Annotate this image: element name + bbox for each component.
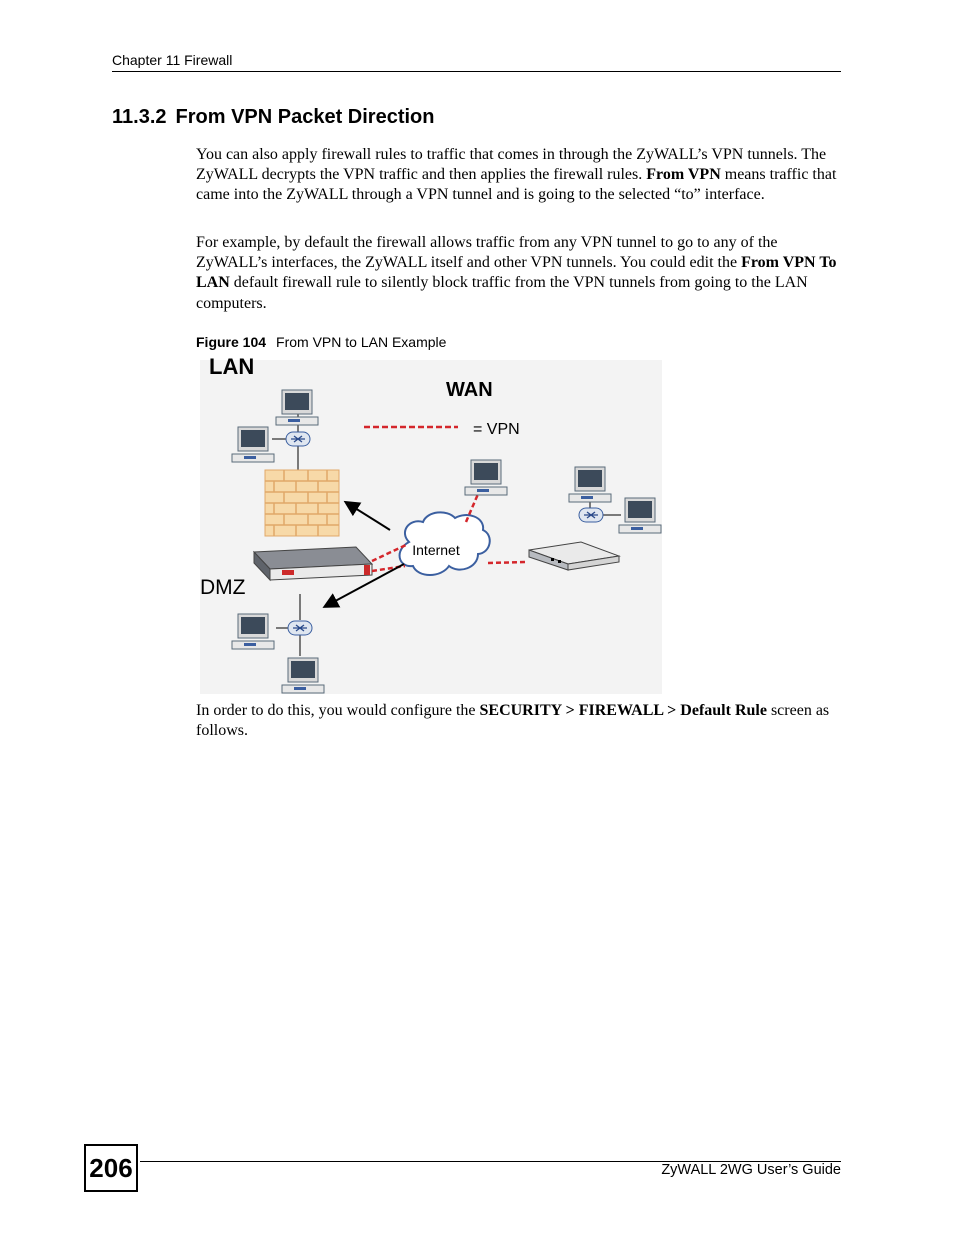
remote-lan-hub-icon [579, 508, 603, 522]
internet-label: Internet [412, 542, 460, 558]
figure-title: From VPN to LAN Example [276, 334, 447, 350]
paragraph-1-text-a: You can also apply firewall rules to traffic that comes in through the ZyWALL’s VPN tunnels. The ZyWALL decrypts the VPN traffic and then applies the firewall rules. [196, 146, 827, 184]
paragraph-1-bold: From VPN [646, 166, 721, 184]
paragraph-1 [196, 145, 844, 206]
figure-number: Figure 104 [196, 334, 267, 350]
section-title [112, 106, 434, 129]
paragraph-3-text-c: screen as follows. [196, 702, 830, 740]
dmz-hub-icon [288, 621, 312, 635]
paragraph-3-bold: SECURITY > FIREWALL > Default Rule [479, 702, 767, 719]
remote-lan-computer-right-icon [619, 498, 661, 533]
header-rule [112, 71, 841, 72]
paragraph-2-text-a: For example, by default the firewall allows traffic from any VPN tunnel to go to any of the ZyWALL’s interfaces, the ZyWALL itself and other VPN tunnels. You could edit the [196, 234, 778, 272]
figure-caption [196, 334, 446, 350]
paragraph-3-text-a: In order to do this, you would configure the [196, 702, 480, 719]
dmz-label: DMZ [200, 576, 246, 599]
paragraph-3 [196, 701, 844, 741]
vpn-legend-label: = VPN [473, 421, 520, 438]
paragraph-2-bold: From VPN To LAN [196, 254, 837, 292]
remote-lan-computer-top-icon [569, 467, 611, 502]
dmz-computer-left-icon [232, 614, 274, 649]
page-number: 206 [84, 1144, 138, 1192]
section-number: 11.3.2 [112, 106, 167, 128]
network-diagram [196, 354, 666, 694]
running-header: Chapter 11 Firewall [112, 52, 233, 68]
paragraph-2-text-c: default firewall rule to silently block traffic from the VPN tunnels from going to the LAN computers. [196, 274, 808, 312]
zywall-device-icon [254, 547, 372, 580]
section-heading: From VPN Packet Direction [175, 106, 435, 128]
firewall-icon [265, 470, 339, 536]
remote-vpn-computer-icon [465, 460, 507, 495]
lan-hub-icon [286, 432, 310, 446]
lan-computer-top-icon [276, 390, 318, 425]
paragraph-1-text-c: means traffic that came into the ZyWALL through a VPN tunnel and is going to the selected “to” interface. [196, 166, 837, 204]
paragraph-2 [196, 233, 844, 314]
lan-label: LAN [209, 354, 255, 379]
wan-label: WAN [446, 379, 493, 401]
lan-computer-left-icon [232, 427, 274, 462]
dmz-computer-bottom-icon [282, 658, 324, 693]
footer-guide-title: ZyWALL 2WG User’s Guide [661, 1162, 841, 1178]
